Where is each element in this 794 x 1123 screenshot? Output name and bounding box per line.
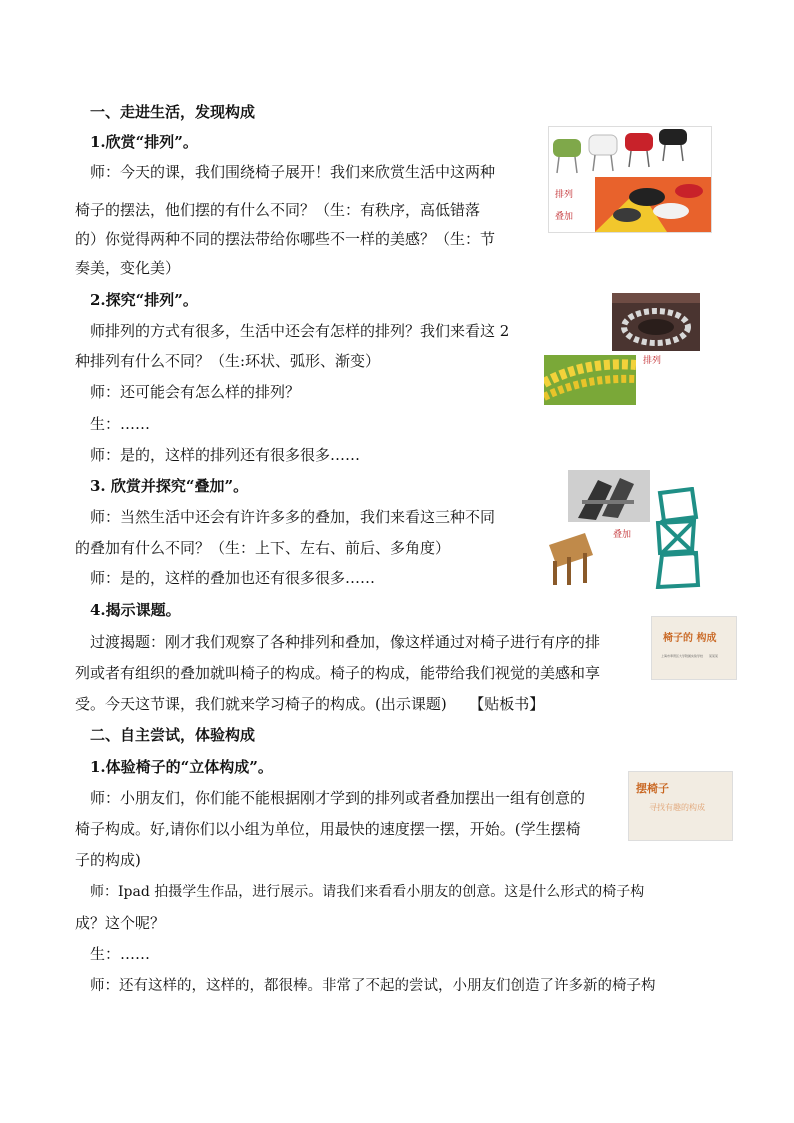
paragraph-line: 生：…… [90,945,151,963]
circular-arrangement-image [612,293,700,351]
paragraph-line: 过渡揭题：刚才我们观察了各种排列和叠加，像这样通过对椅子进行有序的排 [90,633,601,651]
paragraph-line: 师：是的，这样的叠加也还有很多很多…… [90,569,376,587]
green-stacked-chairs-image [652,487,702,589]
paragraph-line: 师：今天的课，我们围绕椅子展开！我们来欣赏生活中这两种 [90,163,496,181]
slide-subtitle: 寻找有趣的构成 [649,803,705,812]
paragraph-line: 椅子构成。好,请你们以小组为单位，用最快的速度摆一摆，开始。(学生摆椅 [75,820,581,838]
paragraph-line: 受。今天这节课，我们就来学习椅子的构成。(出示课题) 【贴板书】 [75,695,545,713]
subheading-2-1: 1.体验椅子的“立体构成”。 [90,758,273,776]
subheading-1-2: 2.探究“排列”。 [90,291,198,309]
paragraph-line: 师：还有这样的，这样的，都很棒。非常了不起的尝试，小朋友们创造了许多新的椅子构 [90,978,656,994]
paragraph-line: 种排列有什么不同？（生:环状、弧形、渐变） [75,352,381,370]
figure-label: 排列 [643,356,662,366]
paragraph-line: 子的构成) [75,851,141,869]
figure-label: 排列 [555,190,574,200]
paragraph-line: 列或者有组织的叠加就叫椅子的构成。椅子的构成，能带给我们视觉的美感和享 [75,664,601,682]
section-heading-2: 二、自主尝试，体验构成 [90,726,256,744]
paragraph-line: 生：…… [90,415,151,433]
paragraph-line: 成？这个呢？ [75,914,166,932]
paragraph-line: 师排列的方式有很多，生活中还会有怎样的排列？我们来看这 2 [90,322,510,340]
paragraph-line: 师：小朋友们，你们能不能根据刚才学到的排列或者叠加摆出一组有创意的 [90,789,586,807]
figure-label: 叠加 [555,212,574,222]
chairs-arrangement-image [548,126,712,233]
slide-title: 椅子的 构成 [663,633,717,644]
subheading-1-3: 3. 欣赏并探究“叠加”。 [90,477,249,495]
chair-black-icon [659,129,687,161]
paragraph-line: 师：当然生活中还会有许许多多的叠加，我们来看这三种不同 [90,508,496,526]
slide-title: 摆椅子 [636,782,669,795]
subheading-1-1: 1.欣赏“排列”。 [90,133,198,151]
paragraph-line: 奏美，变化美） [75,259,181,277]
paragraph-line: 师：Ipad 拍摄学生作品，进行展示。请我们来看看小朋友的创意。这是什么形式的椅子构 [90,884,645,900]
chair-white-icon [589,135,617,171]
activity-slide [628,771,733,841]
paragraph-line: 椅子的摆法，他们摆的有什么不同？（生：有秩序，高低错落 [75,201,481,219]
paragraph-line: 师：是的，这样的排列还有很多很多…… [90,446,361,464]
subheading-1-4: 4.揭示课题。 [90,601,181,619]
wooden-chairs-image [543,525,600,587]
stacked-chairs-image [568,470,650,522]
lesson-title-slide [651,616,737,680]
slide-subtitle: 上海市奉贤区大学附属实验学校 某某某 [661,654,719,658]
chair-red-icon [625,133,653,167]
paragraph-line: 的叠加有什么不同？（生：上下、左右、前后、多角度） [75,539,451,557]
chair-green-icon [553,139,581,173]
paragraph-line: 师：还可能会有怎么样的排列？ [90,383,301,401]
section-heading-1: 一、走进生活，发现构成 [90,103,256,121]
curved-arrangement-image [544,355,636,405]
figure-label: 叠加 [613,530,632,540]
paragraph-line: 的）你觉得两种不同的摆法带给你哪些不一样的美感？（生：节 [75,230,496,248]
